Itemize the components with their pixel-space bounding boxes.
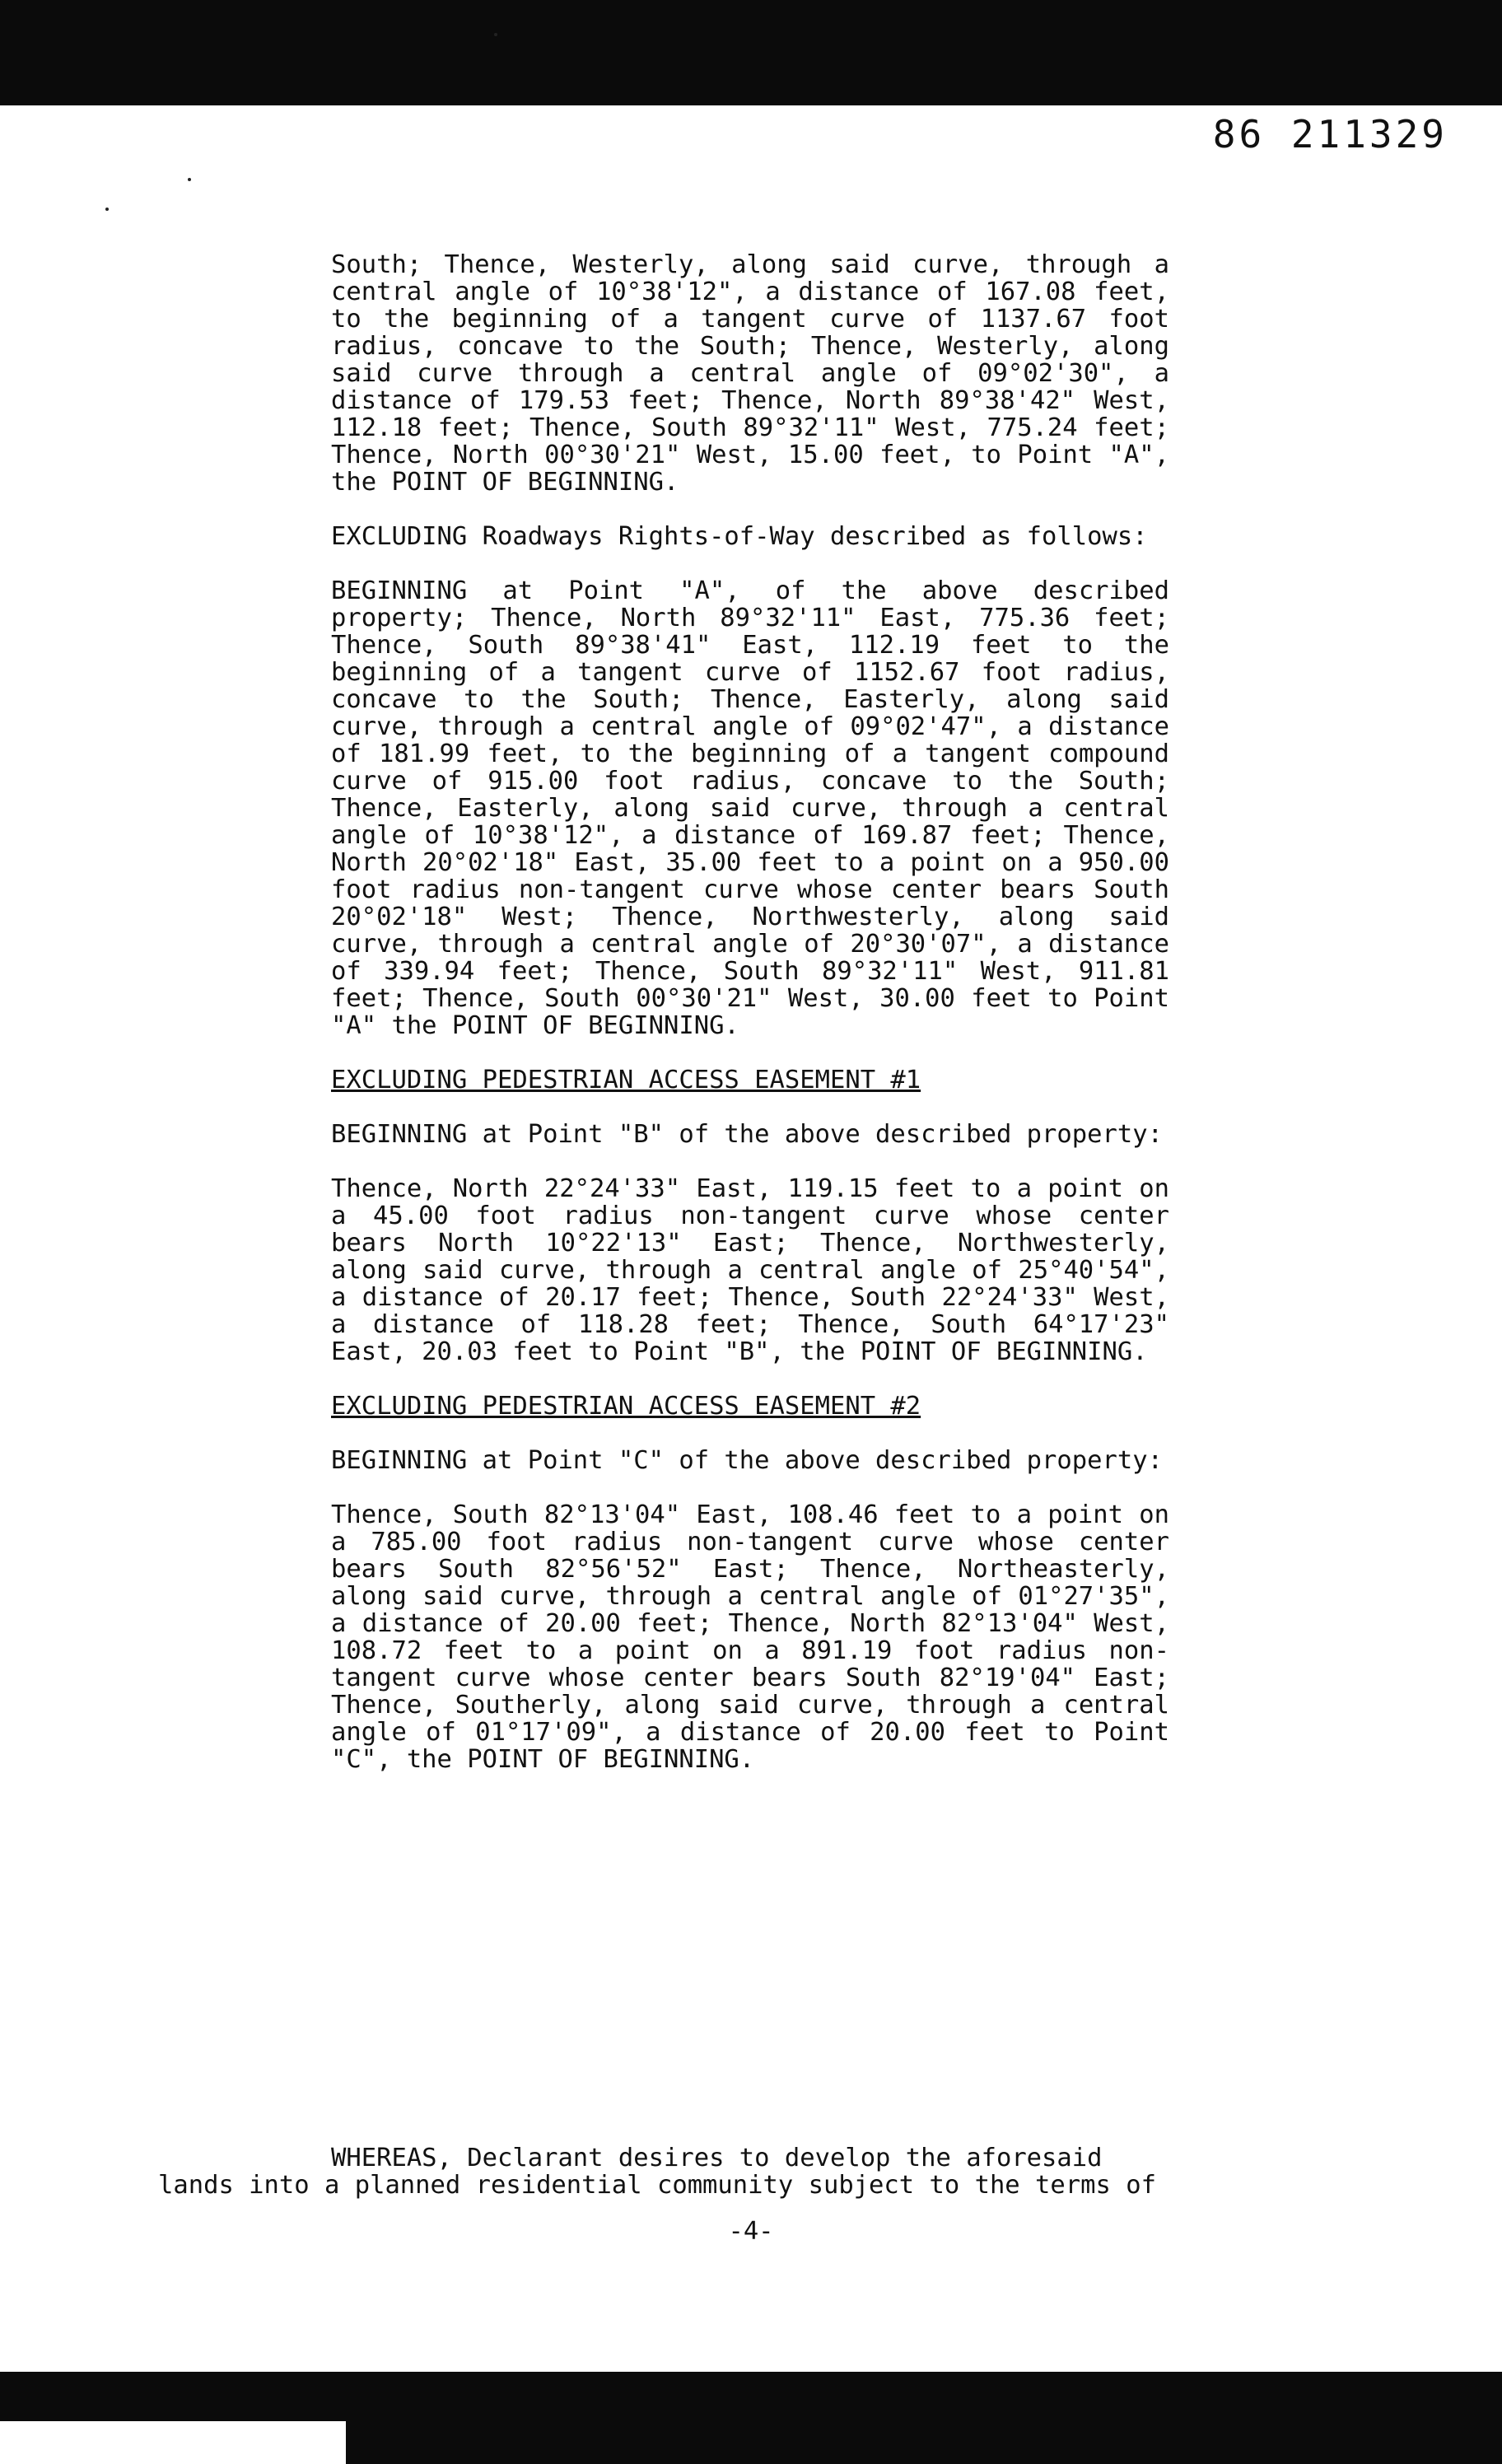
scan-paper-tab [0,2421,346,2464]
scan-border-top [0,0,1502,105]
paragraph-boundary-continuation: South; Thence, Westerly, along said curve, through a central angle of 10°38'12", a distance of 167.08 feet, to the beginning of a tangent curve of 1137.67 foot radius, concave to the South; Thence, Westerly, along said curve through a central angle of 09°02'30", a distance of 179.53 feet; Thence, North 89°38'42" West, 112.18 feet; Thence, South 89°32'11" West, 775.24 feet; Thence, North 00°30'21" West, 15.00 feet, to Point "A", the POINT OF BEGINNING. [331,250,1169,497]
page-number: -4- [728,2217,774,2246]
document-number: 86 211329 [1212,112,1448,156]
heading-easement-1: EXCLUDING PEDESTRIAN ACCESS EASEMENT #1 [331,1066,921,1094]
paragraph-point-c: BEGINNING at Point "C" of the above described property: [331,1446,1163,1475]
paragraph-easement-1-description: Thence, North 22°24'33" East, 119.15 feet to a point on a 45.00 foot radius non-tangent curve whose center bears North 10°22'13" East; Thence, Northwesterly, along said curve, through a central angle of 25°40'54", a distance of 20.17 feet; Thence, South 22°24'33" West, a distance of 118.28 feet; Thence, South 64°17'23" East, 20.03 feet to Point "B", the POINT OF BEGINNING. [331,1174,1169,1366]
scan-speck [105,208,109,211]
scan-speck [188,178,191,181]
paragraph-roadway-description: BEGINNING at Point "A", of the above described property; Thence, North 89°32'11" East, 775.36 feet; Thence, South 89°38'41" East, 112.19 feet to the beginning of a tangent curve of 1152.67 foot radius, concave to the South; Thence, Easterly, along said curve, through a central angle of 09°02'47", a distance of 181.99 feet, to the beginning of a tangent compound curve of 915.00 foot radius, concave to the South; Thence, Easterly, along said curve, through a central angle of 10°38'12", a distance of 169.87 feet; Thence, North 20°02'18" East, 35.00 feet to a point on a 950.00 foot radius non-tangent curve whose center bears South 20°02'18" West; Thence, Northwesterly, along said curve, through a central angle of 20°30'07", a distance of 339.94 feet; Thence, South 89°32'11" West, 911.81 feet; Thence, South 00°30'21" West, 30.00 feet to Point "A" the POINT OF BEGINNING. [331,576,1169,1040]
paragraph-easement-2-description: Thence, South 82°13'04" East, 108.46 feet to a point on a 785.00 foot radius non-tangent curve whose center bears South 82°56'52" East; Thence, Northeasterly, along said curve, through a central angle of 01°27'35", a distance of 20.00 feet; Thence, North 82°13'04" West, 108.72 feet to a point on a 891.19 foot radius non-tangent curve whose center bears South 82°19'04" East; Thence, Southerly, along said curve, through a central angle of 01°17'09", a distance of 20.00 feet to Point "C", the POINT OF BEGINNING. [331,1500,1169,1774]
heading-easement-2: EXCLUDING PEDESTRIAN ACCESS EASEMENT #2 [331,1392,921,1421]
scan-speck [494,33,497,36]
whereas-line-2: lands into a planned residential community subject to the terms of [158,2171,1156,2200]
paragraph-point-b: BEGINNING at Point "B" of the above described property: [331,1120,1163,1149]
whereas-line-1: WHEREAS, Declarant desires to develop the aforesaid [331,2144,1103,2172]
legal-description-body [331,251,1169,1800]
paragraph-excluding-roadways: EXCLUDING Roadways Rights-of-Way described as follows: [331,522,1148,551]
whereas-clause [158,2144,1344,2199]
